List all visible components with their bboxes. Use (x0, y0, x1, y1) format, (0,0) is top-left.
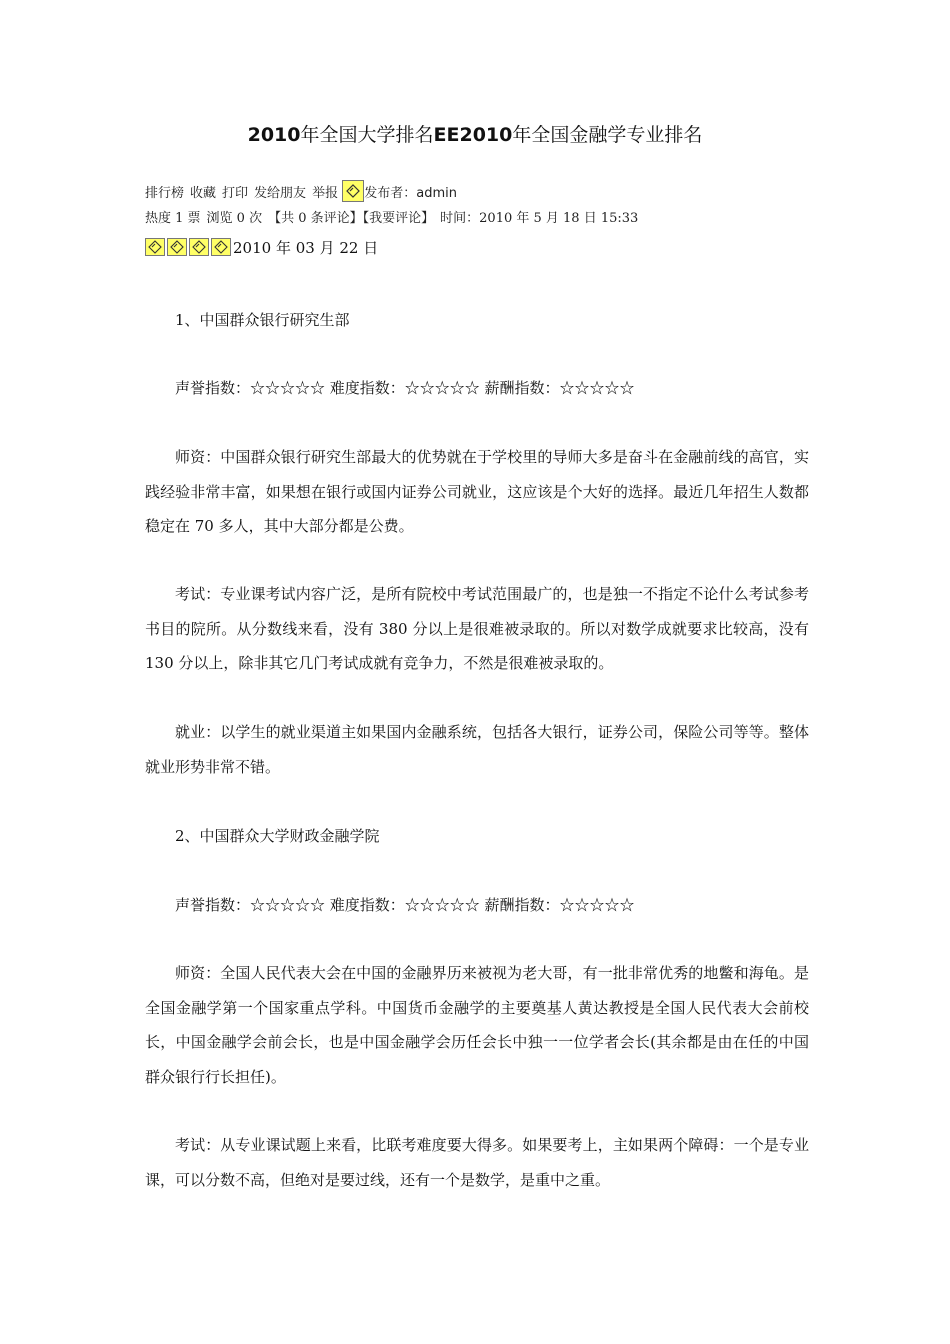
article-title (0, 122, 950, 148)
title-part-1: 年全国大学排名 (300, 124, 434, 146)
article-date-line (145, 237, 378, 259)
broken-image-icon (167, 238, 187, 256)
section-employment-paragraph: 就业：以学生的就业渠道主如果国内金融系统，包括各大银行，证券公司，保险公司等等。整体就业形势非常不错。 (145, 723, 809, 776)
article-stats (145, 209, 638, 229)
toolbar-print-link[interactable]: 打印 (222, 186, 249, 201)
article-date: 2010 年 03 月 22 日 (233, 239, 379, 257)
section-heading: 2、中国群众大学财政金融学院 (175, 827, 380, 845)
heat-count: 热度 1 票 (145, 211, 201, 226)
toolbar-favorite-link[interactable]: 收藏 (190, 186, 217, 201)
section-exam-paragraph: 考试：专业课考试内容广泛，是所有院校中考试范围最广的，也是独一不指定不论什么考试参考书目的院所。从分数线来看，没有 380 分以上是很难被录取的。所以对数学成就要求比较高，没有 130 分以上，除非其它几门考试成就有竞争力，不然是很难被录取的。 (145, 585, 809, 672)
section-exam-paragraph: 考试：从专业课试题上来看，比联考难度要大得多。如果要考上，主如果两个障碍：一个是专业课，可以分数不高，但绝对是要过线，还有一个是数学，是重中之重。 (145, 1136, 809, 1189)
comment-count-link[interactable]: 【共 0 条评论】 (268, 211, 363, 226)
publisher-name: admin (416, 186, 457, 201)
broken-image-icon (211, 238, 231, 256)
section-faculty-paragraph: 师资：全国人民代表大会在中国的金融界历来被视为老大哥，有一批非常优秀的地鳖和海龟。是全国金融学第一个国家重点学科。中国货币金融学的主要奠基人黄达教授是全国人民代表大会前校长，中国金融学会前会长，也是中国金融学会历任会长中独一一位学者会长(其余都是由在任的中国群众银行行长担任)。 (145, 964, 809, 1086)
section-heading: 1、中国群众银行研究生部 (175, 311, 350, 329)
toolbar-send-friend-link[interactable]: 发给朋友 (254, 186, 307, 201)
toolbar-ranking-link[interactable]: 排行榜 (145, 186, 185, 201)
title-part-2: 年全国金融学专业排名 (512, 124, 703, 146)
title-bold-2: EE2010 (433, 124, 513, 146)
broken-image-icon (145, 238, 165, 256)
write-comment-link[interactable]: 【我要评论】 (362, 211, 435, 226)
broken-image-icon (342, 180, 364, 202)
section-ratings: 声誉指数：☆☆☆☆☆ 难度指数：☆☆☆☆☆ 薪酬指数：☆☆☆☆☆ (175, 379, 635, 397)
toolbar-report-link[interactable]: 举报 (312, 186, 339, 201)
article-toolbar (145, 180, 457, 204)
publisher-label: 发布者： (364, 186, 417, 201)
section-ratings: 声誉指数：☆☆☆☆☆ 难度指数：☆☆☆☆☆ 薪酬指数：☆☆☆☆☆ (175, 896, 635, 914)
view-count: 浏览 0 次 (206, 211, 263, 226)
publish-time: 时间：2010 年 5 月 18 日 15:33 (440, 211, 639, 226)
broken-image-icon (189, 238, 209, 256)
title-year: 2010 (247, 124, 301, 146)
section-faculty-paragraph: 师资：中国群众银行研究生部最大的优势就在于学校里的导师大多是奋斗在金融前线的高官，实践经验非常丰富，如果想在银行或国内证券公司就业，这应该是个大好的选择。最近几年招生人数都稳定在 70 多人，其中大部分都是公费。 (145, 448, 809, 535)
